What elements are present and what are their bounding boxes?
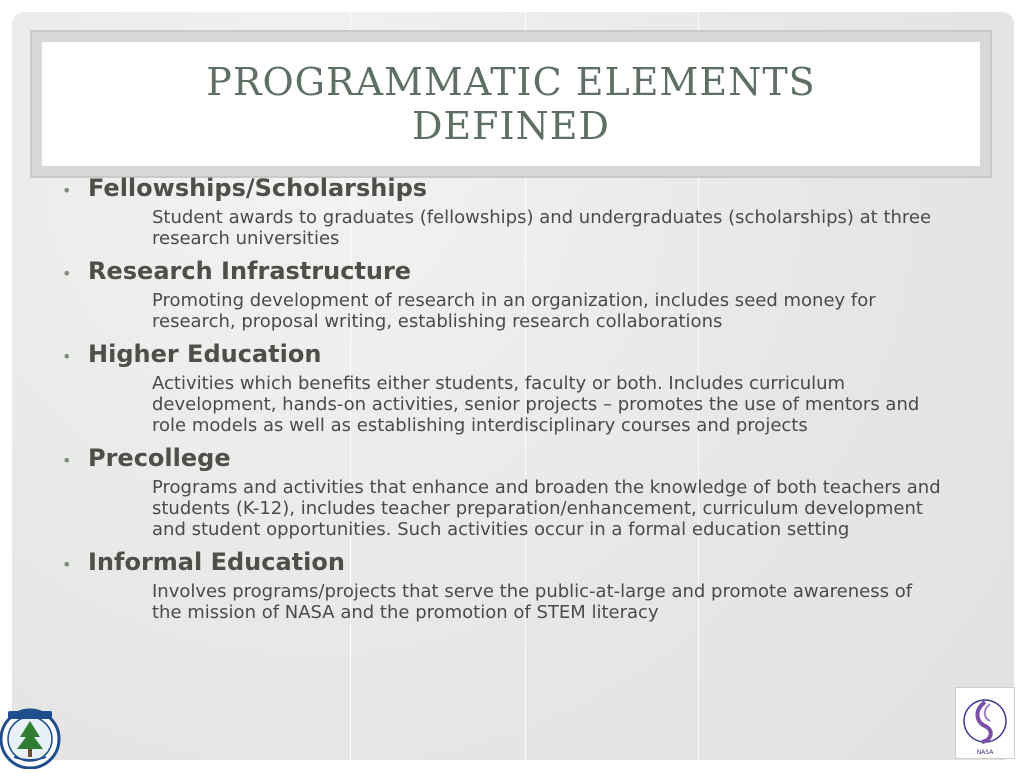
list-item — [60, 255, 940, 332]
bullet-icon: • — [62, 347, 72, 366]
svg-text:NASA: NASA — [976, 749, 994, 756]
bullet-list — [60, 172, 940, 629]
item-heading: Precollege — [88, 444, 231, 472]
space-grant-logo-icon — [955, 687, 1015, 759]
tree-seal-logo-icon — [0, 703, 66, 769]
item-heading: Fellowships/Scholarships — [88, 174, 428, 202]
item-heading: Informal Education — [88, 548, 345, 576]
bullet-icon: • — [62, 181, 72, 200]
bullet-icon: • — [62, 264, 72, 283]
item-description: Activities which benefits either students, faculty or both. Includes curriculum development, hands-on activities, senior projects – promotes the use of mentors and role models as well as establishing interdisciplinary courses and projects — [152, 373, 920, 436]
bullet-icon: • — [62, 555, 72, 574]
item-description: Programs and activities that enhance and broaden the knowledge of both teachers and students (K-12), includes teacher preparation/enhancement, curriculum development and student opportunities. Such activities occur in a formal education setting — [152, 477, 941, 540]
item-heading: Research Infrastructure — [88, 257, 412, 285]
list-item — [60, 442, 940, 540]
bullet-icon: • — [62, 451, 72, 470]
list-item — [60, 172, 940, 249]
item-description: Promoting development of research in an organization, includes seed money for research, proposal writing, establishing research collaborations — [152, 290, 876, 332]
list-item — [60, 546, 940, 623]
title-frame — [30, 30, 992, 178]
title-box — [42, 42, 980, 166]
item-description: Involves programs/projects that serve the public-at-large and promote awareness of the mission of NASA and the promotion of STEM literacy — [152, 581, 913, 623]
item-heading: Higher Education — [88, 340, 322, 368]
item-description: Student awards to graduates (fellowships) and undergraduates (scholarships) at three research universities — [152, 207, 932, 249]
slide-title: PROGRAMMATIC ELEMENTS DEFINED — [206, 60, 816, 148]
list-item — [60, 338, 940, 436]
